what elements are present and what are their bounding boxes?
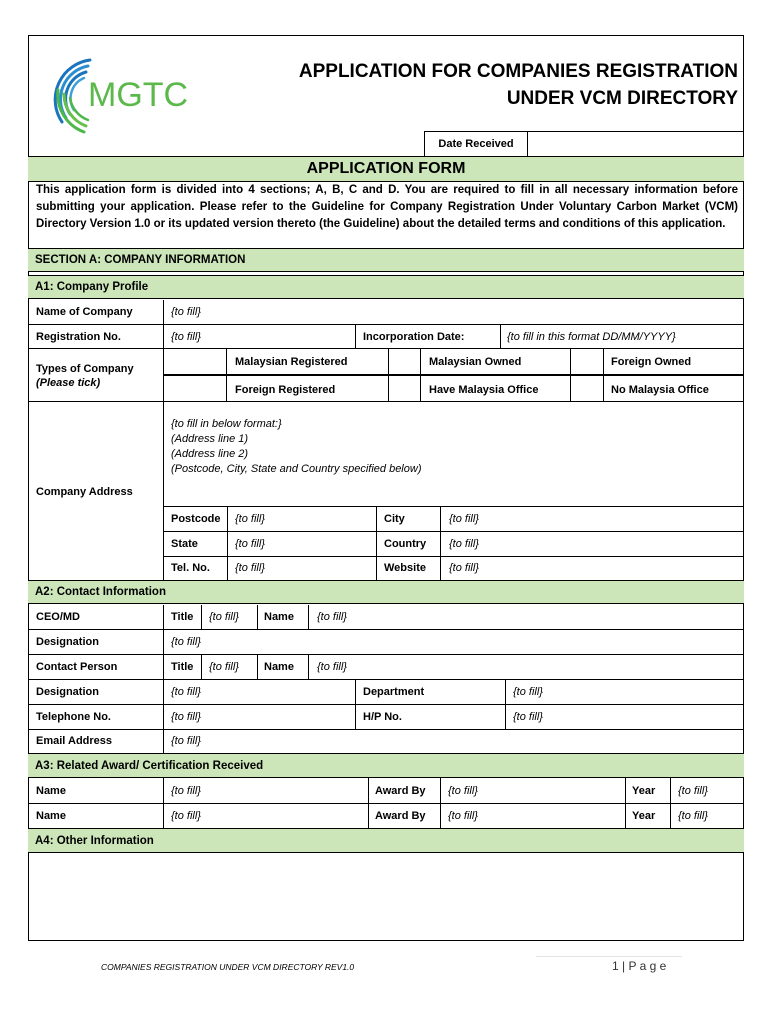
award-name-label-2: Name — [36, 810, 66, 822]
contact-person-label: Contact Person — [36, 661, 118, 673]
date-received-field[interactable] — [528, 132, 743, 156]
telephone-label: Telephone No. — [36, 711, 111, 723]
ceo-md-label: CEO/MD — [36, 611, 80, 623]
types-note: (Please tick) — [36, 377, 101, 389]
type-foreign-registered: Foreign Registered — [235, 384, 336, 396]
intro-paragraph: This application form is divided into 4 sections; A, B, C and D. You are required to fill in all necessary information before submitting your application. Please refer to the Guideline for Company Registration Under Voluntary Carbon Market (VCM) Directory Version 1.0 or its updated version thereto (the Guideline) about the detailed terms and conditions of this application. — [36, 184, 738, 230]
hp-no-label: H/P No. — [363, 711, 402, 723]
checkbox-no-malaysia-office[interactable] — [571, 376, 603, 401]
document-title — [280, 58, 738, 112]
ceo-name-label: Name — [264, 611, 294, 623]
title-line-1: APPLICATION FOR COMPANIES REGISTRATION — [298, 61, 738, 82]
footer-divider — [536, 956, 682, 957]
page-label: | P a g e — [622, 959, 667, 973]
country-label: Country — [384, 538, 427, 550]
contact-name-field[interactable]: {to fill} — [317, 661, 347, 673]
award-year-label-1: Year — [632, 785, 656, 797]
award-by-field-1[interactable]: {to fill} — [448, 785, 478, 797]
company-address-label: Company Address — [36, 486, 133, 498]
type-have-malaysia-office: Have Malaysia Office — [429, 384, 539, 396]
date-received-box — [424, 131, 744, 156]
telephone-field[interactable]: {to fill} — [171, 711, 201, 723]
type-malaysian-registered: Malaysian Registered — [235, 356, 348, 368]
a2-header: A2: Contact Information — [28, 580, 744, 604]
contact-title-field[interactable]: {to fill} — [209, 661, 239, 673]
mgtc-logo — [44, 50, 214, 138]
tel-no-field[interactable]: {to fill} — [235, 562, 265, 574]
ceo-designation-label: Designation — [36, 636, 99, 648]
incorporation-date-field[interactable]: {to fill in this format DD/MM/YYYY} — [507, 331, 676, 343]
type-malaysian-owned: Malaysian Owned — [429, 356, 522, 368]
postcode-field[interactable]: {to fill} — [235, 513, 265, 525]
contact-name-label: Name — [264, 661, 294, 673]
country-field[interactable]: {to fill} — [449, 538, 479, 550]
award-year-field-1[interactable]: {to fill} — [678, 785, 708, 797]
contact-designation-label: Designation — [36, 686, 99, 698]
website-field[interactable]: {to fill} — [449, 562, 479, 574]
address-line-3: (Postcode, City, State and Country specified below) — [171, 463, 422, 475]
hp-no-field[interactable]: {to fill} — [513, 711, 543, 723]
application-form-header: APPLICATION FORM — [28, 156, 744, 182]
ceo-title-field[interactable]: {to fill} — [209, 611, 239, 623]
other-information-field[interactable] — [29, 854, 743, 940]
department-label: Department — [363, 686, 425, 698]
logo-text: MGTC — [88, 76, 189, 114]
ceo-name-field[interactable]: {to fill} — [317, 611, 347, 623]
email-label: Email Address — [36, 735, 113, 747]
name-of-company-label: Name of Company — [36, 306, 133, 318]
address-line-2: (Address line 2) — [171, 448, 249, 460]
checkbox-foreign-registered[interactable] — [164, 376, 226, 401]
award-year-label-2: Year — [632, 810, 656, 822]
company-address-field[interactable] — [171, 417, 421, 477]
award-by-label-2: Award By — [375, 810, 426, 822]
title-line-2: UNDER VCM DIRECTORY — [506, 88, 738, 109]
footer-document-reference: COMPANIES REGISTRATION UNDER VCM DIRECTORY REV1.0 — [101, 962, 355, 972]
website-label: Website — [384, 562, 426, 574]
footer-page-number — [612, 959, 666, 973]
department-field[interactable]: {to fill} — [513, 686, 543, 698]
award-name-label-1: Name — [36, 785, 66, 797]
address-line-1: (Address line 1) — [171, 433, 249, 445]
award-by-label-1: Award By — [375, 785, 426, 797]
company-name-field[interactable]: {to fill} — [171, 306, 201, 318]
award-name-field-2[interactable]: {to fill} — [171, 810, 201, 822]
tel-no-label: Tel. No. — [171, 562, 210, 574]
email-field[interactable]: {to fill} — [171, 735, 201, 747]
award-by-field-2[interactable]: {to fill} — [448, 810, 478, 822]
checkbox-malaysian-owned[interactable] — [389, 349, 420, 374]
date-received-label: Date Received — [425, 132, 528, 156]
contact-designation-field[interactable]: {to fill} — [171, 686, 201, 698]
award-year-field-2[interactable]: {to fill} — [678, 810, 708, 822]
section-a-header: SECTION A: COMPANY INFORMATION — [28, 248, 744, 272]
page-number: 1 — [612, 959, 619, 973]
city-field[interactable]: {to fill} — [449, 513, 479, 525]
a4-header: A4: Other Information — [28, 828, 744, 853]
registration-no-label: Registration No. — [36, 331, 121, 343]
postcode-label: Postcode — [171, 513, 221, 525]
types-of-company-label: Types of Company — [36, 363, 134, 375]
ceo-title-label: Title — [171, 611, 194, 623]
city-label: City — [384, 513, 405, 525]
contact-title-label: Title — [171, 661, 194, 673]
checkbox-foreign-owned[interactable] — [571, 349, 603, 374]
address-instruction: {to fill in below format:} — [171, 418, 282, 430]
award-name-field-1[interactable]: {to fill} — [171, 785, 201, 797]
a3-header: A3: Related Award/ Certification Received — [28, 753, 744, 778]
a1-header: A1: Company Profile — [28, 275, 744, 299]
state-label: State — [171, 538, 198, 550]
a1-label-divider — [163, 300, 164, 582]
registration-no-field[interactable]: {to fill} — [171, 331, 201, 343]
incorporation-date-label: Incorporation Date: — [363, 331, 465, 343]
ceo-designation-field[interactable]: {to fill} — [171, 636, 201, 648]
type-foreign-owned: Foreign Owned — [611, 356, 692, 368]
type-no-malaysia-office: No Malaysia Office — [611, 384, 709, 396]
checkbox-have-malaysia-office[interactable] — [389, 376, 420, 401]
checkbox-malaysian-registered[interactable] — [164, 349, 226, 374]
state-field[interactable]: {to fill} — [235, 538, 265, 550]
